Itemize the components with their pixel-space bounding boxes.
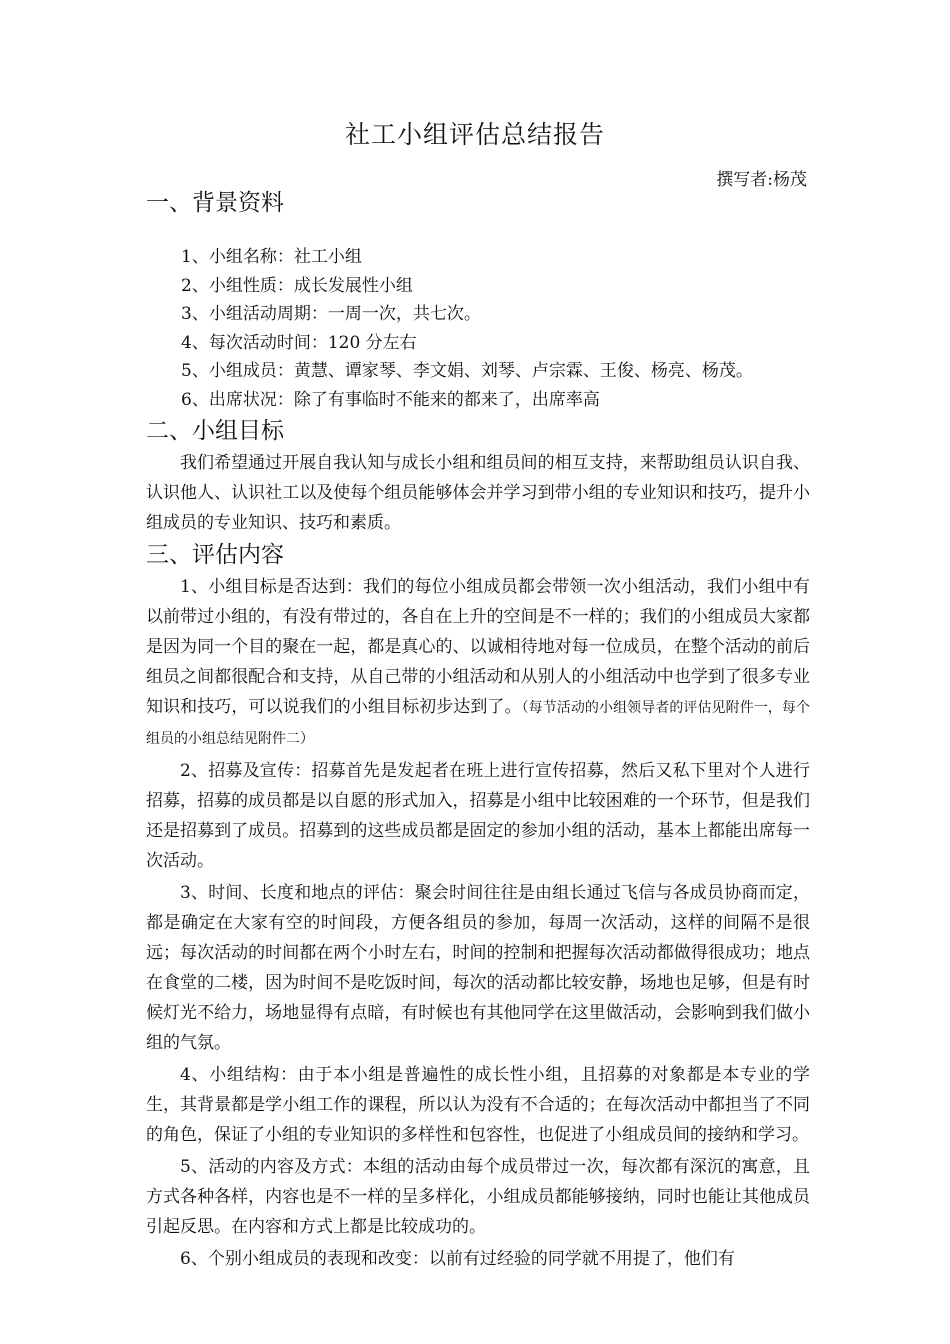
evaluation-paragraph-4: 4、小组结构：由于本小组是普遍性的成长性小组，且招募的对象都是本专业的学生，其背景都是学小组工作的课程，所以认为没有不合适的；在每次活动中都担当了不同的角色，保证了小组的专业知识的多样性和包容性，也促进了小组成员间的接纳和学习。 [146, 1065, 810, 1145]
list-item: 3、小组活动周期：一周一次，共七次。 [181, 304, 481, 324]
list-item: 1、小组名称：社工小组 [181, 247, 362, 267]
heading-background: 一、背景资料 [146, 190, 284, 216]
page-title: 社工小组评估总结报告 [344, 120, 605, 149]
evaluation-paragraph-3: 3、时间、长度和地点的评估：聚会时间往往是由组长通过飞信与各成员协商而定，都是确定在大家有空的时间段，方便各组员的参加，每周一次活动，这样的间隔不是很远；每次活动的时间都在两个小时左右，时间的控制和把握每次活动都做得很成功；地点在食堂的二楼，因为时间不是吃饭时间，每次的活动都比较安静，场地也足够，但是有时候灯光不给力，场地显得有点暗，有时候也有其他同学在这里做活动，会影响到我们做小组的气氛。 [146, 883, 810, 1053]
document-body [146, 186, 810, 1274]
heading-goal: 二、小组目标 [146, 418, 284, 444]
attachment-note: （每节活动的小组领导者的评估见附件一，每个组员的小组总结见附件二） [146, 700, 811, 747]
paragraph-text: 1、小组目标是否达到：我们的每位小组成员都会带领一次小组活动，我们小组中有以前带过小组的，有没有带过的，各自在上升的空间是不一样的；我们的小组成员大家都是因为同一个目的聚在一起，都是真心的、以诚相待地对每一位成员，在整个活动的前后组员之间都很配合和支持，从自己带的小组活动和从别人的小组活动中也学到了很多专业知识和技巧，可以说我们的小组目标初步达到了。 [146, 577, 810, 717]
evaluation-paragraph-1 [146, 572, 810, 754]
heading-evaluation: 三、评估内容 [146, 542, 284, 568]
evaluation-paragraph-5: 5、活动的内容及方式：本组的活动由每个成员带过一次，每次都有深沉的寓意，且方式各种各样，内容也是不一样的呈多样化，小组成员都能够接纳，同时也能让其他成员引起反思。在内容和方式上都是比较成功的。 [146, 1157, 810, 1237]
author-line: 撰写者:杨茂 [716, 170, 807, 190]
list-item: 5、小组成员：黄慧、谭家琴、李文娟、刘琴、卢宗霖、王俊、杨亮、杨茂。 [181, 361, 753, 381]
list-item: 2、小组性质：成长发展性小组 [181, 275, 413, 296]
evaluation-paragraph-6: 6、个别小组成员的表现和改变：以前有过经验的同学就不用提了，他们有 [180, 1249, 735, 1269]
evaluation-paragraph-2: 2、招募及宣传：招募首先是发起者在班上进行宣传招募，然后又私下里对个人进行招募，招募的成员都是以自愿的形式加入，招募是小组中比较困难的一个环节，但是我们还是招募到了成员。招募到的这些成员都是固定的参加小组的活动，基本上都能出席每一次活动。 [146, 761, 810, 871]
goal-paragraph: 我们希望通过开展自我认知与成长小组和组员间的相互支持，来帮助组员认识自我、认识他人、认识社工以及使每个组员能够体会并学习到带小组的专业知识和技巧，提升小组成员的专业知识、技巧和素质。 [146, 453, 810, 533]
list-item: 4、每次活动时间：120 分左右 [181, 332, 417, 353]
list-item: 6、出席状况：除了有事临时不能来的都来了，出席率高 [181, 389, 600, 410]
